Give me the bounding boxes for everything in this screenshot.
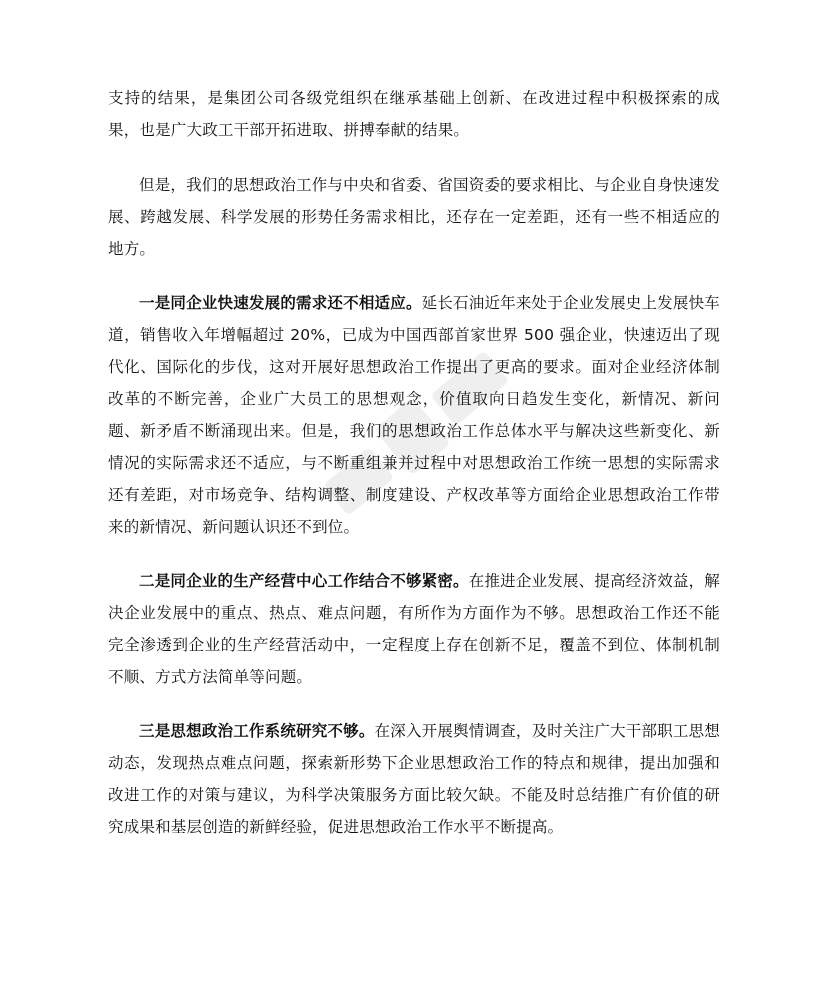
paragraph-3-lead: 一是同企业快速发展的需求还不相适应。 bbox=[139, 294, 422, 312]
paragraph-point-two bbox=[108, 565, 720, 693]
paragraph-1-text: 支持的结果，是集团公司各级党组织在继承基础上创新、在改进过程中积极探索的成果，也是广大政工干部开拓进取、拼搏奉献的结果。 bbox=[108, 89, 720, 139]
paragraph-2-text: 但是，我们的思想政治工作与中央和省委、省国资委的要求相比、与企业自身快速发展、跨越发展、科学发展的形势任务需求相比，还存在一定差距，还有一些不相适应的地方。 bbox=[108, 176, 720, 258]
paragraph-4-lead: 二是同企业的生产经营中心工作结合不够紧密。 bbox=[139, 572, 469, 590]
paragraph-5-text: 在深入开展舆情调查，及时关注广大干部职工思想动态，发现热点难点问题，探索新形势下企业思想政治工作的特点和规律，提出加强和改进工作的对策与建议，为科学决策服务方面比较欠缺。不能及时总结推广有价值的研究成果和基层创造的新鲜经验，促进思想政治工作水平不断提高。 bbox=[108, 722, 720, 836]
paragraph-3-text: 延长石油近年来处于企业发展史上发展快车道，销售收入年增幅超过 20%，已成为中国西部首家世界 500 强企业，快速迈出了现代化、国际化的步伐，这对开展好思想政治工作提出了更高的要求。面对企业经济体制改革的不断完善，企业广大员工的思想观念，价值取向日趋发生变化，新情况、新问题、新矛盾不断涌现出来。但是，我们的思想政治工作总体水平与解决这些新变化、新情况的实际需求还不适应，与不断重组兼并过程中对思想政治工作统一思想的实际需求还有差距，对市场竞争、结构调整、制度建设、产权改革等方面给企业思想政治工作带来的新情况、新问题认识还不到位。 bbox=[108, 294, 720, 536]
paragraph-point-three bbox=[108, 715, 720, 843]
document-page bbox=[108, 82, 720, 843]
paragraph-point-one bbox=[108, 287, 720, 543]
paragraph-gap-statement bbox=[108, 169, 720, 265]
paragraph-continuation bbox=[108, 82, 720, 146]
paragraph-4-text: 在推进企业发展、提高经济效益，解决企业发展中的重点、热点、难点问题，有所作为方面作为不够。思想政治工作还不能完全渗透到企业的生产经营活动中，一定程度上存在创新不足，覆盖不到位、体制机制不顺、方式方法简单等问题。 bbox=[108, 572, 721, 686]
paragraph-5-lead: 三是思想政治工作系统研究不够。 bbox=[139, 722, 375, 740]
